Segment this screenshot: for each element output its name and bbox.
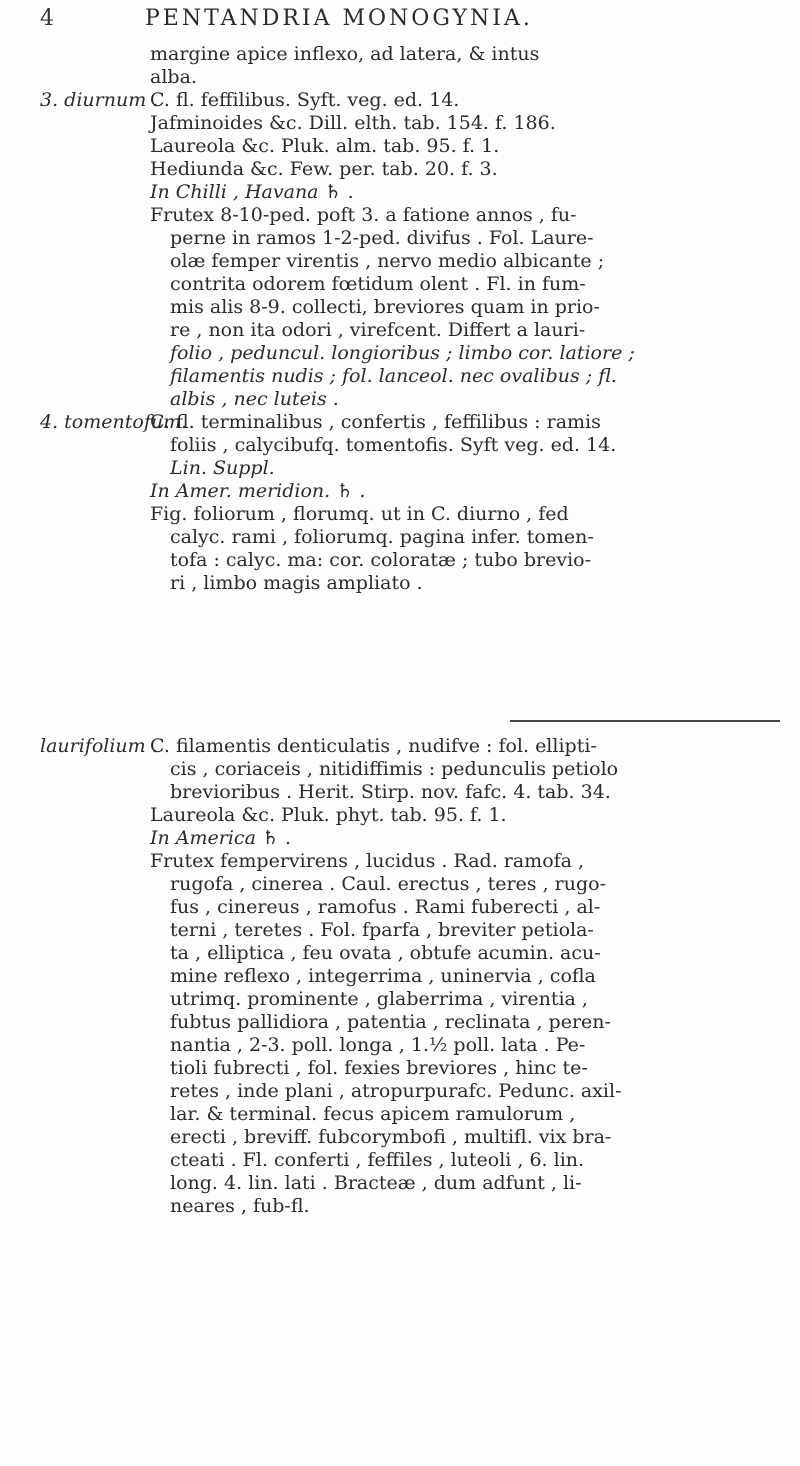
entry-line: Jafminoides &c. Dill. elth. tab. 154. f. 186. [150,112,556,134]
entry-line: nantia , 2-3. poll. longa , 1.½ poll. lata . Pe- [170,1034,586,1056]
entry-line: Frutex 8-10-ped. poft 3. a fatione annos , fu- [150,204,577,226]
entry-line: albis , nec luteis . [170,388,339,410]
entry-line: brevioribus . Herit. Stirp. nov. fafc. 4. tab. 34. [170,781,611,803]
entry-line: In Chilli , Havana ♄ . [150,181,354,203]
entry-line: C. filamentis denticulatis , nudifve : fol. ellipti- [150,735,597,757]
entry-line: ta , elliptica , feu ovata , obtufe acumin. acu- [170,942,601,964]
entry-line: margine apice inflexo, ad latera, & intus [150,43,540,65]
species-label: 4. tomentofum. [40,411,188,433]
entry-line: retes , inde plani , atropurpurafc. Pedunc. axil- [170,1080,622,1102]
entry-line: Laureola &c. Pluk. phyt. tab. 95. f. 1. [150,804,507,826]
entry-line: fubtus pallidiora , patentia , reclinata , peren- [170,1011,611,1033]
entry-line: mine reflexo , integerrima , uninervia , cofla [170,965,596,987]
entry-line: fus , cinereus , ramofus . Rami fuberecti , al- [170,896,601,918]
entry-line: In America ♄ . [150,827,292,849]
entry-line: olæ femper virentis , nervo medio albicante ; [170,250,605,272]
entry-line: cteati . Fl. conferti , feffiles , luteoli , 6. lin. [170,1149,585,1171]
entry-line: terni , teretes . Fol. fparfa , breviter petiola- [170,919,594,941]
entry-line: tioli fubrecti , fol. fexies breviores , hinc te- [170,1057,588,1079]
entry-line: long. 4. lin. lati . Bracteæ , dum adfunt , li- [170,1172,582,1194]
running-head: PENTANDRIA MONOGYNIA. [145,6,533,31]
entry-line: Hediunda &c. Few. per. tab. 20. f. 3. [150,158,498,180]
species-label: laurifolium . [40,735,158,757]
page-number: 4 [40,6,54,31]
entry-line: Fig. foliorum , florumq. ut in C. diurno , fed [150,503,569,525]
entry-line: foliis , calycibufq. tomentofis. Syft veg. ed. 14. [170,434,617,456]
entry-line: re , non ita odori , virefcent. Differt a lauri- [170,319,586,341]
species-label: 3. diurnum . [40,89,159,111]
entry-line: contrita odorem fœtidum olent . Fl. in fum- [170,273,586,295]
entry-line: Frutex fempervirens , lucidus . Rad. ramofa , [150,850,585,872]
entry-line: folio , peduncul. longioribus ; limbo cor. latiore ; [170,342,635,364]
entry-line: mis alis 8-9. collecti, breviores quam in prio- [170,296,600,318]
entry-line: filamentis nudis ; fol. lanceol. nec ovalibus ; fl. [170,365,617,387]
entry-line: C. fl. feffilibus. Syft. veg. ed. 14. [150,89,460,111]
entry-line: cis , coriaceis , nitidiffimis : pedunculis petiolo [170,758,619,780]
entry-line: ri , limbo magis ampliato . [170,572,423,594]
section-rule [510,720,780,722]
entry-line: rugofa , cinerea . Caul. erectus , teres , rugo- [170,873,606,895]
entry-line: neares , fub-fl. [170,1195,310,1217]
entry-line: erecti , breviff. fubcorymbofi , multifl. vix bra- [170,1126,612,1148]
entry-line: In Amer. meridion. ♄ . [150,480,366,502]
entry-line: calyc. rami , foliorumq. pagina infer. tomen- [170,526,594,548]
page-header [0,4,800,40]
entry-line: perne in ramos 1-2-ped. divifus . Fol. Laure- [170,227,594,249]
entry-line: Laureola &c. Pluk. alm. tab. 95. f. 1. [150,135,500,157]
entry-line: tofa : calyc. ma: cor. coloratæ ; tubo brevio- [170,549,592,571]
entry-line: utrimq. prominente , glaberrima , virentia , [170,988,588,1010]
entry-line: Lin. Suppl. [170,457,275,479]
entry-line: C. fl. terminalibus , confertis , feffilibus : ramis [150,411,601,433]
entry-line: alba. [150,66,197,88]
entry-line: lar. & terminal. fecus apicem ramulorum , [170,1103,576,1125]
